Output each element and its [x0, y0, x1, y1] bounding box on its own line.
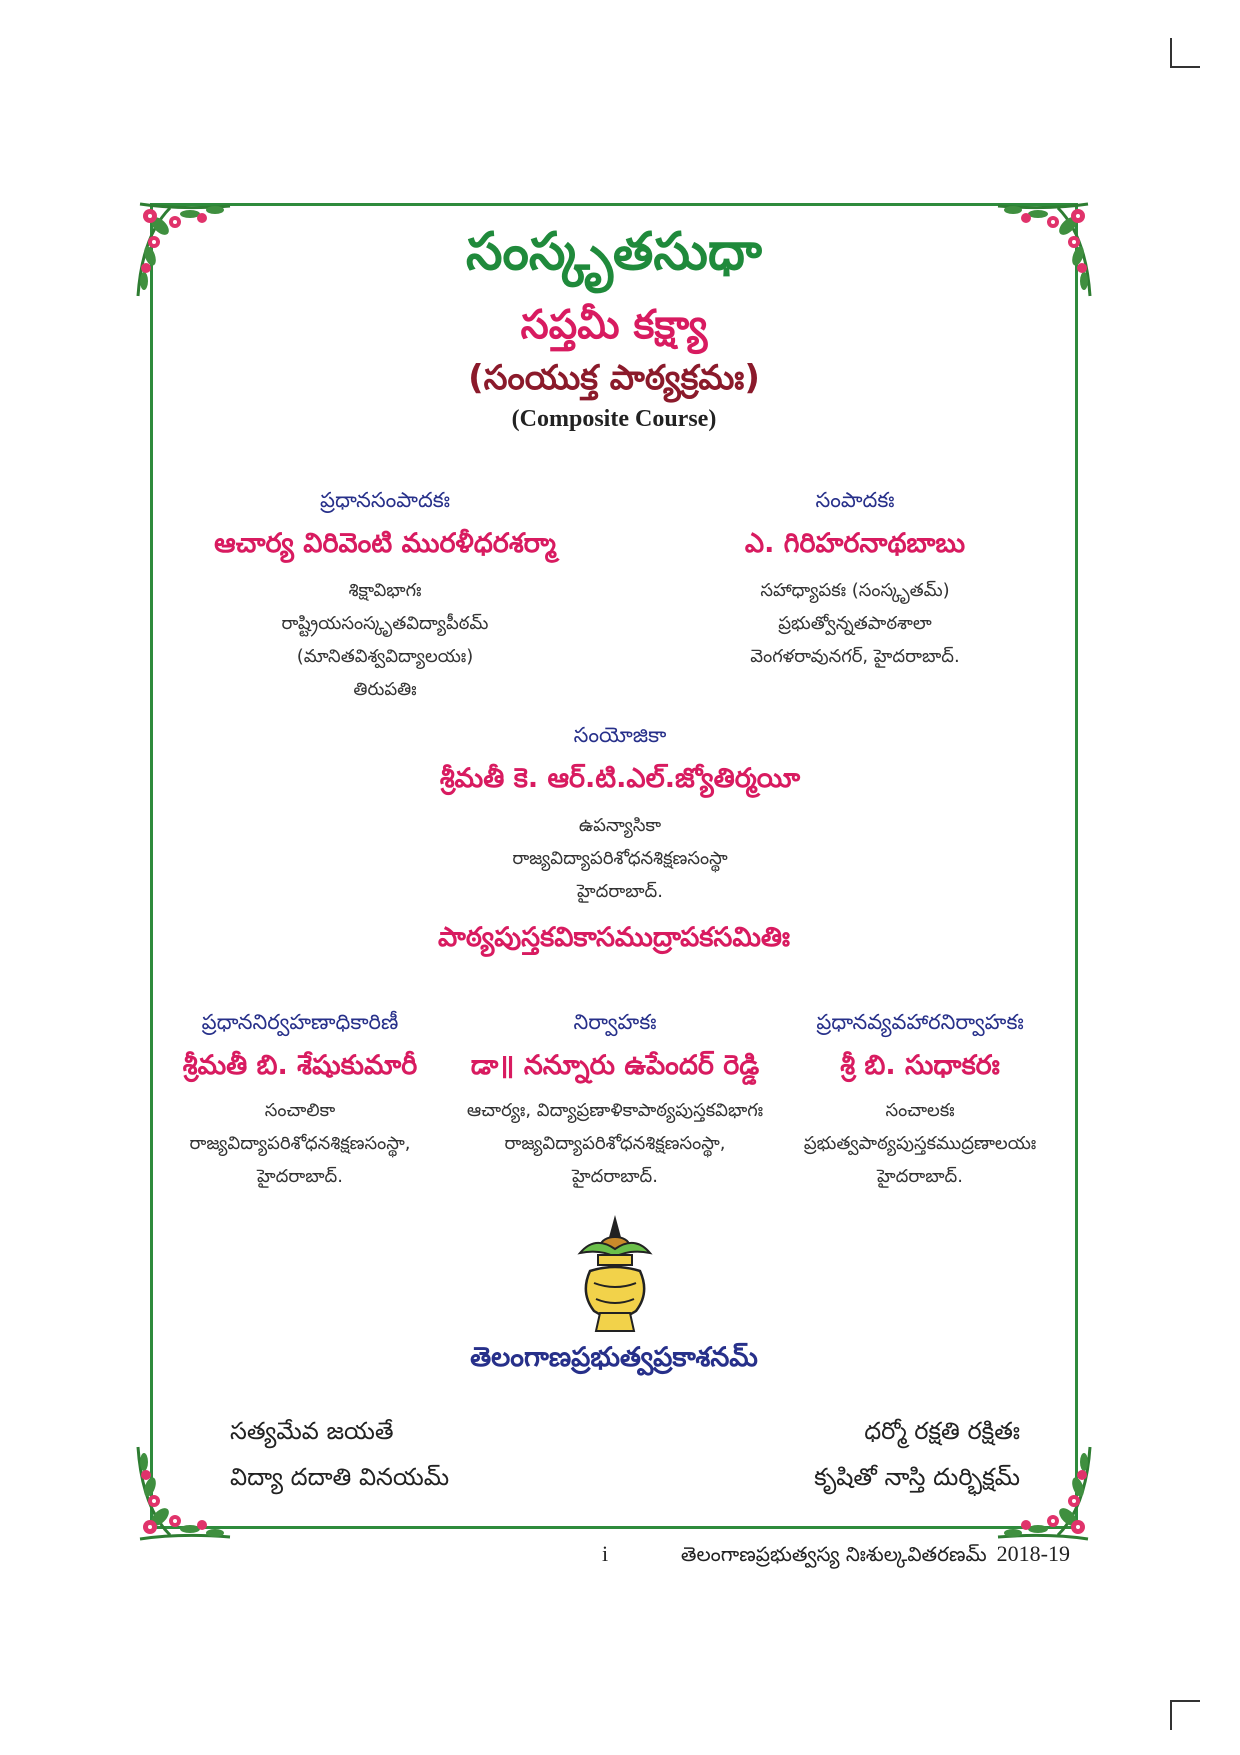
member-line: హైదరాబాద్.	[572, 1166, 658, 1187]
chief-editor-role: ప్రధానసంపాదకః	[320, 488, 450, 512]
member-line: ప్రభుత్వపాఠ్యపుస్తకముద్రణాలయః	[803, 1133, 1037, 1154]
editor-block	[660, 488, 1050, 673]
crop-mark-top	[1170, 38, 1200, 68]
floral-corner-bottom-left-icon	[130, 1437, 240, 1547]
book-title: సంస్కృతసుధా	[466, 222, 762, 282]
chief-editor-block	[170, 488, 600, 706]
course-english: (Composite Course)	[511, 406, 717, 432]
member-line: ఆచార్యః, విద్యాప్రణాళికాపాఠ్యపుస్తకవిభాగః	[466, 1100, 764, 1121]
member-role: నిర్వాహకః	[573, 1010, 657, 1034]
member-name: డా॥ నన్నూరు ఉపేందర్ రెడ్డి	[470, 1050, 760, 1081]
coordinator-role: సంయోజికా	[573, 723, 667, 747]
chief-editor-line: శిక్షావిభాగః	[348, 580, 422, 601]
motto-line: కృషితో నాస్తి దుర్భిక్షమ్	[814, 1463, 1020, 1491]
page-number: i	[602, 1541, 609, 1566]
chief-editor-line: (మానితవిశ్వవిద్యాలయః)	[296, 646, 474, 667]
committee-member-1	[155, 1010, 445, 1193]
member-line: సంచాలికా	[264, 1100, 336, 1121]
member-line: హైదరాబాద్.	[257, 1166, 343, 1187]
coordinator-line: హైదరాబాద్.	[577, 881, 663, 902]
editor-line: ప్రభుత్వోన్నతపాఠశాలా	[778, 613, 932, 634]
class-heading: సప్తమీ కక్ష్యా	[520, 302, 708, 348]
footer-distribution	[681, 1541, 1070, 1571]
member-line: రాజ్యవిద్యాపరిశోధనశిక్షణసంస్థా,	[189, 1133, 411, 1154]
committee-member-3	[770, 1010, 1070, 1193]
chief-editor-line: తిరుపతిః	[353, 679, 417, 700]
distribution-text: తెలంగాణప్రభుత్వస్య నిఃశుల్కవితరణమ్	[680, 1542, 987, 1566]
motto-right	[730, 1408, 1020, 1500]
coordinator-block	[300, 723, 940, 908]
member-name: శ్రీమతీ బి. శేషుకుమారీ	[182, 1050, 418, 1081]
member-line: హైదరాబాద్.	[877, 1166, 963, 1187]
motto-line: విద్యా దదాతి వినయమ్	[230, 1463, 450, 1491]
member-line: సంచాలకః	[885, 1100, 955, 1121]
coordinator-line: రాజ్యవిద్యాపరిశోధనశిక్షణసంస్థా	[512, 848, 728, 869]
committee-member-2	[430, 1010, 800, 1193]
motto-line: ధర్మో రక్షతి రక్షితః	[864, 1417, 1020, 1445]
motto-left	[230, 1408, 449, 1500]
editor-line: సహాధ్యాపకః (సంస్కృతమ్)	[760, 580, 950, 601]
editor-line: వెంగళరావునగర్, హైదరాబాద్.	[750, 646, 960, 667]
distribution-year: 2018-19	[996, 1541, 1070, 1566]
editor-role: సంపాదకః	[815, 488, 895, 512]
kalasa-emblem-icon	[560, 1213, 670, 1338]
member-name: శ్రీ బి. సుధాకరః	[840, 1050, 1000, 1081]
committee-heading: పాఠ్యపుస్తకవికాసముద్రాపకసమితిః	[438, 922, 790, 953]
motto-line: సత్యమేవ జయతే	[230, 1417, 394, 1445]
editor-name: ఎ. గిరిహరనాథబాబు	[744, 528, 966, 559]
member-role: ప్రధానవ్యవహారనిర్వాహకః	[816, 1010, 1024, 1034]
course-telugu: (సంయుక్త పాఠ్యక్రమః)	[468, 358, 760, 398]
chief-editor-name: ఆచార్య విరివెంటి మురళీధరశర్మా	[214, 528, 556, 559]
publisher-name: తెలంగాణప్రభుత్వప్రకాశనమ్	[470, 1342, 758, 1373]
coordinator-name: శ్రీమతీ కె. ఆర్.టి.ఎల్.జ్యోతిర్మయీ	[439, 763, 801, 794]
coordinator-line: ఉపన్యాసికా	[578, 815, 662, 836]
member-role: ప్రధాననిర్వహణాధికారిణీ	[201, 1010, 399, 1034]
chief-editor-line: రాష్ట్రియసంస్కృతవిద్యాపీఠమ్	[281, 613, 489, 634]
crop-mark-bottom	[1170, 1700, 1200, 1730]
member-line: రాజ్యవిద్యాపరిశోధనశిక్షణసంస్థా,	[504, 1133, 726, 1154]
